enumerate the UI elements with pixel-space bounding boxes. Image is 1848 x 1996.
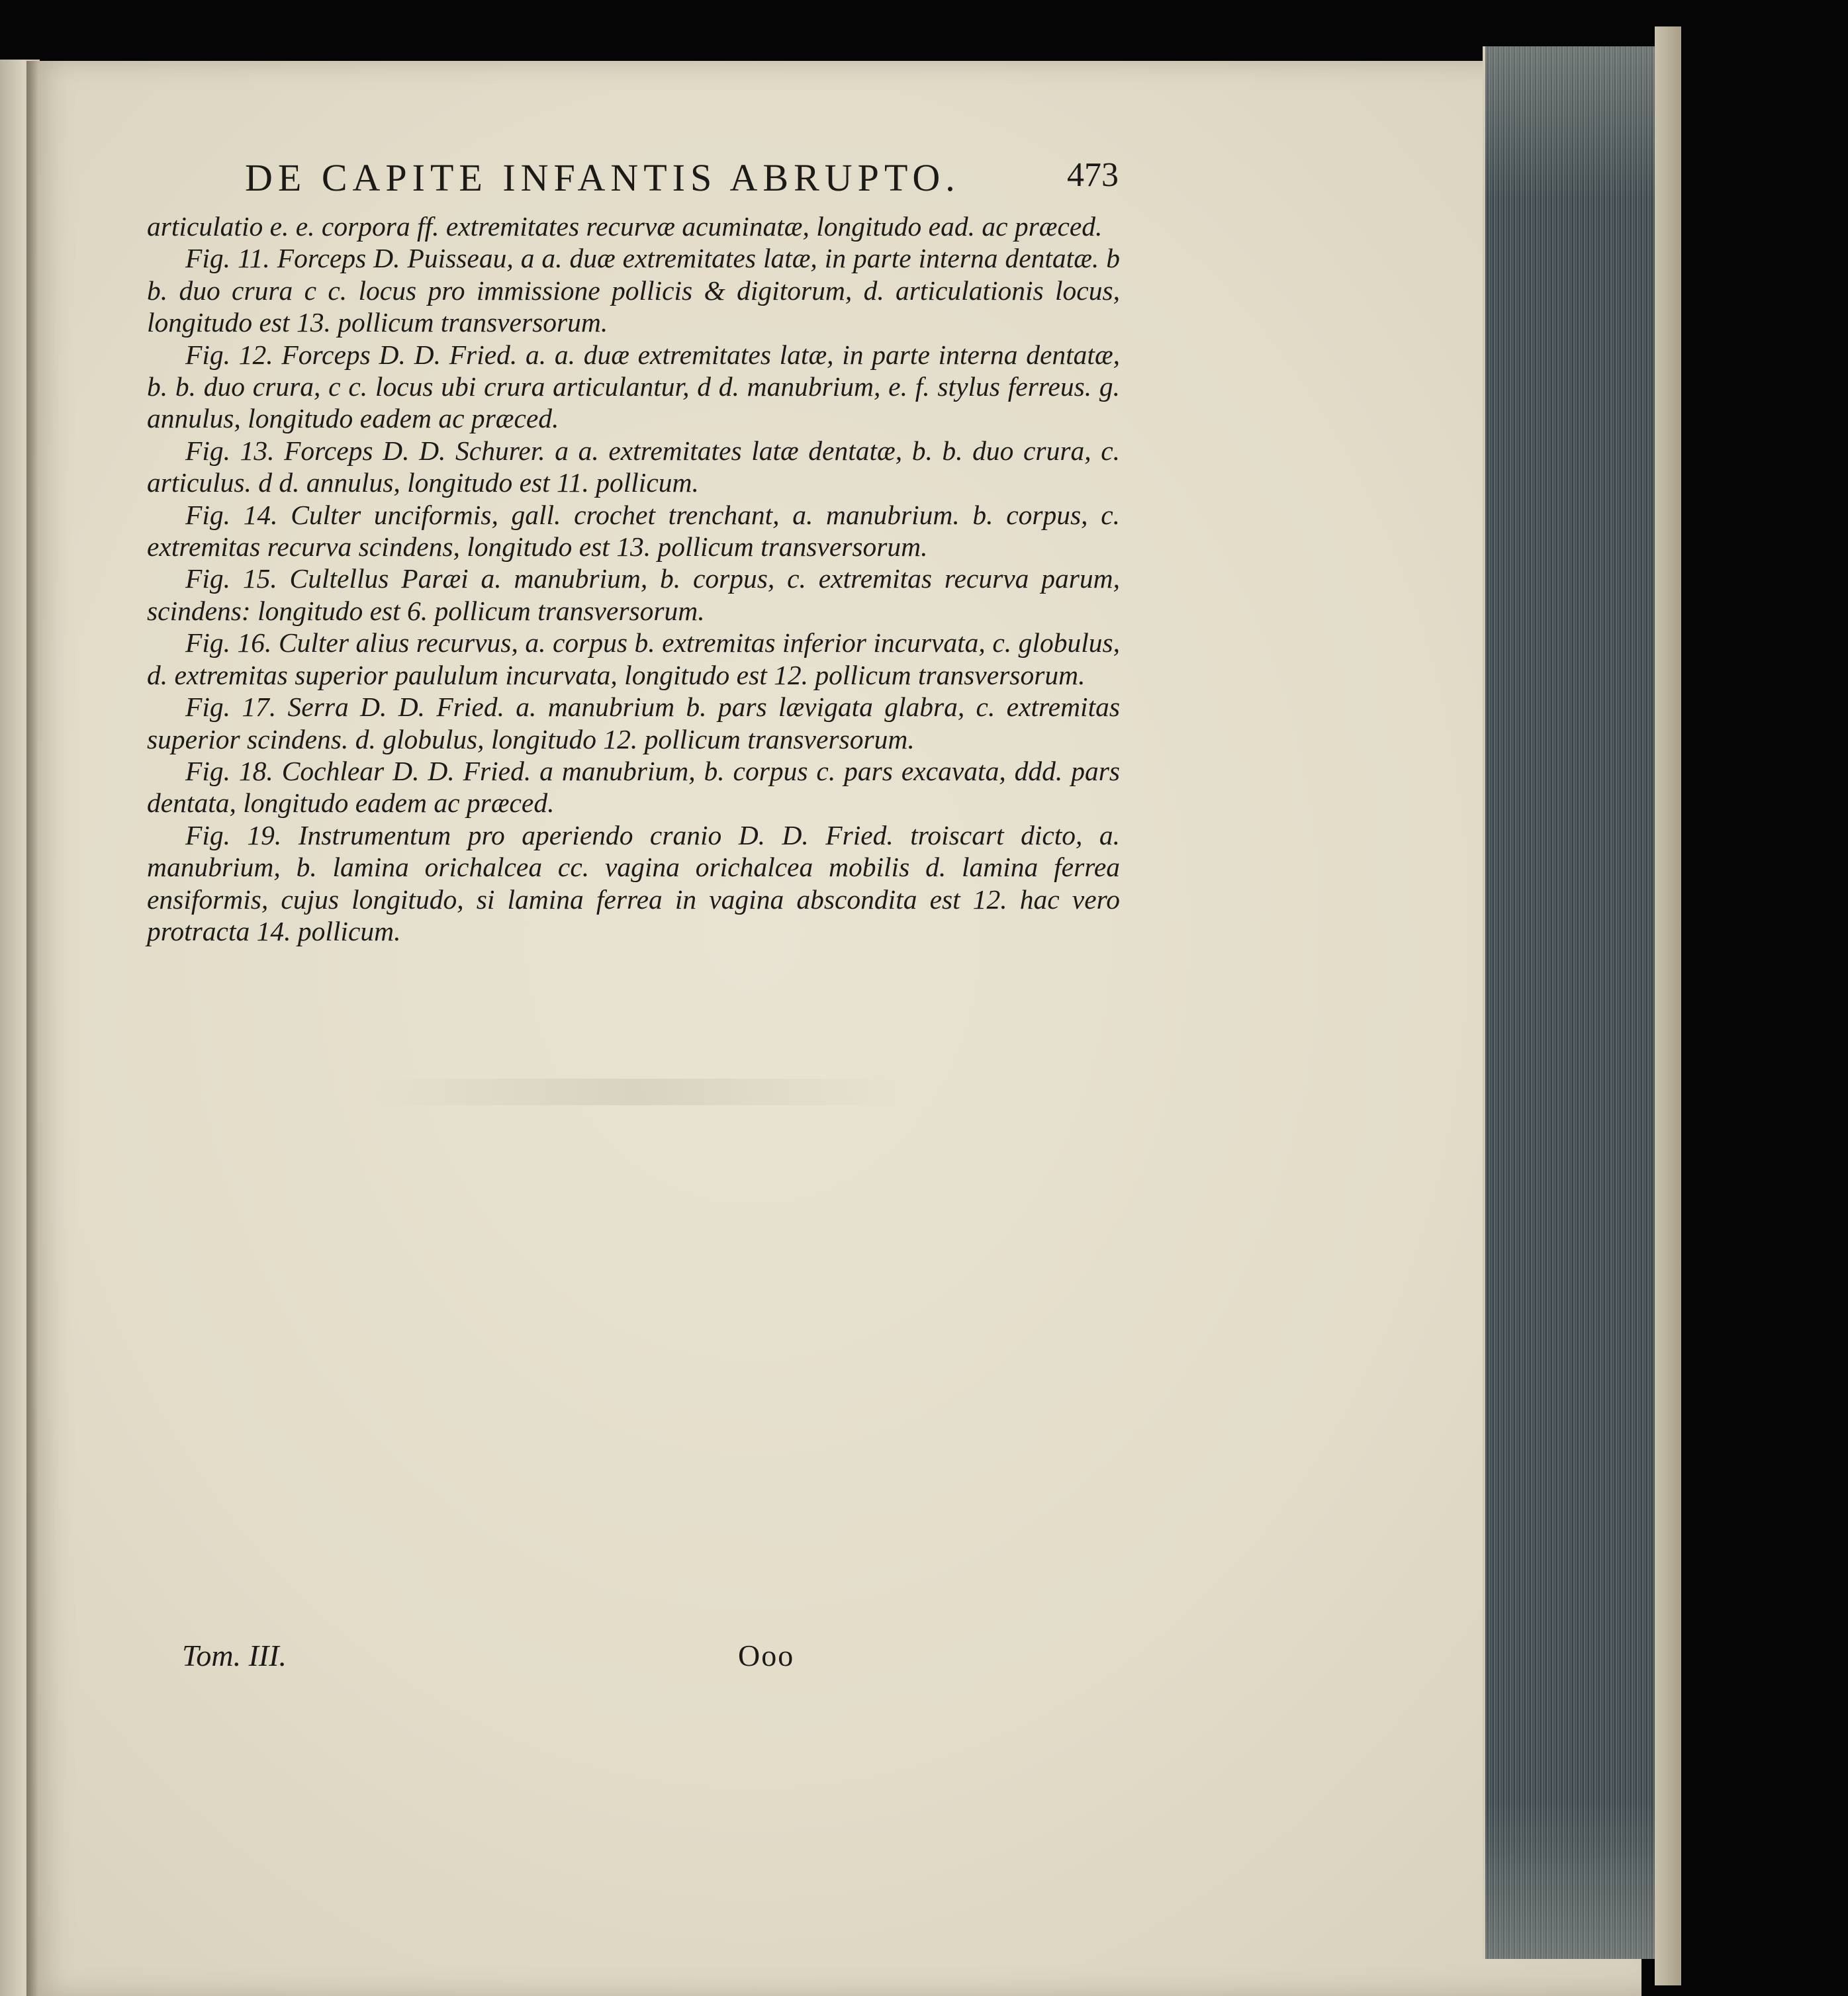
page-footer <box>182 1638 844 1684</box>
running-title: DE CAPITE INFANTIS ABRUPTO. <box>245 156 960 199</box>
page-number: 473 <box>1067 156 1119 194</box>
paragraph-continuation: articulatio e. e. corpora ff. extremitates recurvæ acuminatæ, longitudo ead. ac præced. <box>147 211 1103 242</box>
volume-label: Tom. III. <box>182 1639 287 1672</box>
paragraph-fig-15: Fig. 15. Cultellus Paræi a. manubrium, b. corpus, c. extremitas recurva parum, scindens: longitudo est 6. pollicum transversorum. <box>147 563 1120 626</box>
page-edges-shading <box>1483 46 1661 1959</box>
page-header <box>245 156 1119 208</box>
signature-mark: Ooo <box>738 1639 795 1672</box>
paragraph-fig-17: Fig. 17. Serra D. D. Fried. a. manubrium b. pars lævigata glabra, c. extremitas superior scindens. d. globulus, longitudo 12. pollicum transversorum. <box>147 692 1120 754</box>
book-cover-board <box>1655 26 1681 1985</box>
paragraph-fig-16: Fig. 16. Culter alius recurvus, a. corpus b. extremitas inferior incurvata, c. globulus, d. extremitas superior paululum incurvata, longitudo est 12. pollicum transversorum. <box>147 627 1120 690</box>
page-gutter-shadow <box>26 61 38 1996</box>
ink-show-through <box>371 1079 900 1105</box>
paragraph-fig-19: Fig. 19. Instrumentum pro aperiendo cranio D. D. Fried. troiscart dicto, a. manubrium, b. lamina orichalcea cc. vagina orichalcea mobilis d. lamina ferrea ensiformis, cujus longitudo, si lamina ferrea in vagina abscondita est 12. hac vero protracta 14. pollicum. <box>147 819 1120 946</box>
paragraph-fig-12: Fig. 12. Forceps D. D. Fried. a. a. duæ extremitates latæ, in parte interna dentatæ, b. b. duo crura, c c. locus ubi crura articulantur, d d. manubrium, e. f. stylus ferreus. g. annulus, longitudo eadem ac præced. <box>147 339 1120 434</box>
figure-descriptions <box>147 210 1120 947</box>
paragraph-fig-11: Fig. 11. Forceps D. Puisseau, a a. duæ extremitates latæ, in parte interna dentatæ. b b. duo crura c c. locus pro immissione pollicis & digitorum, d. articulationis locus, longitudo est 13. pollicum transversorum. <box>147 243 1120 338</box>
paragraph-fig-14: Fig. 14. Culter unciformis, gall. crochet trenchant, a. manubrium. b. corpus, c. extremitas recurva scindens, longitudo est 13. pollicum transversorum. <box>147 499 1120 563</box>
paragraph-fig-13: Fig. 13. Forceps D. D. Schurer. a a. extremitates latæ dentatæ, b. b. duo crura, c. articulus. d d. annulus, longitudo est 11. pollicum. <box>147 435 1120 498</box>
paragraph-fig-18: Fig. 18. Cochlear D. D. Fried. a manubrium, b. corpus c. pars excavata, ddd. pars dentata, longitudo eadem ac præced. <box>147 755 1120 819</box>
